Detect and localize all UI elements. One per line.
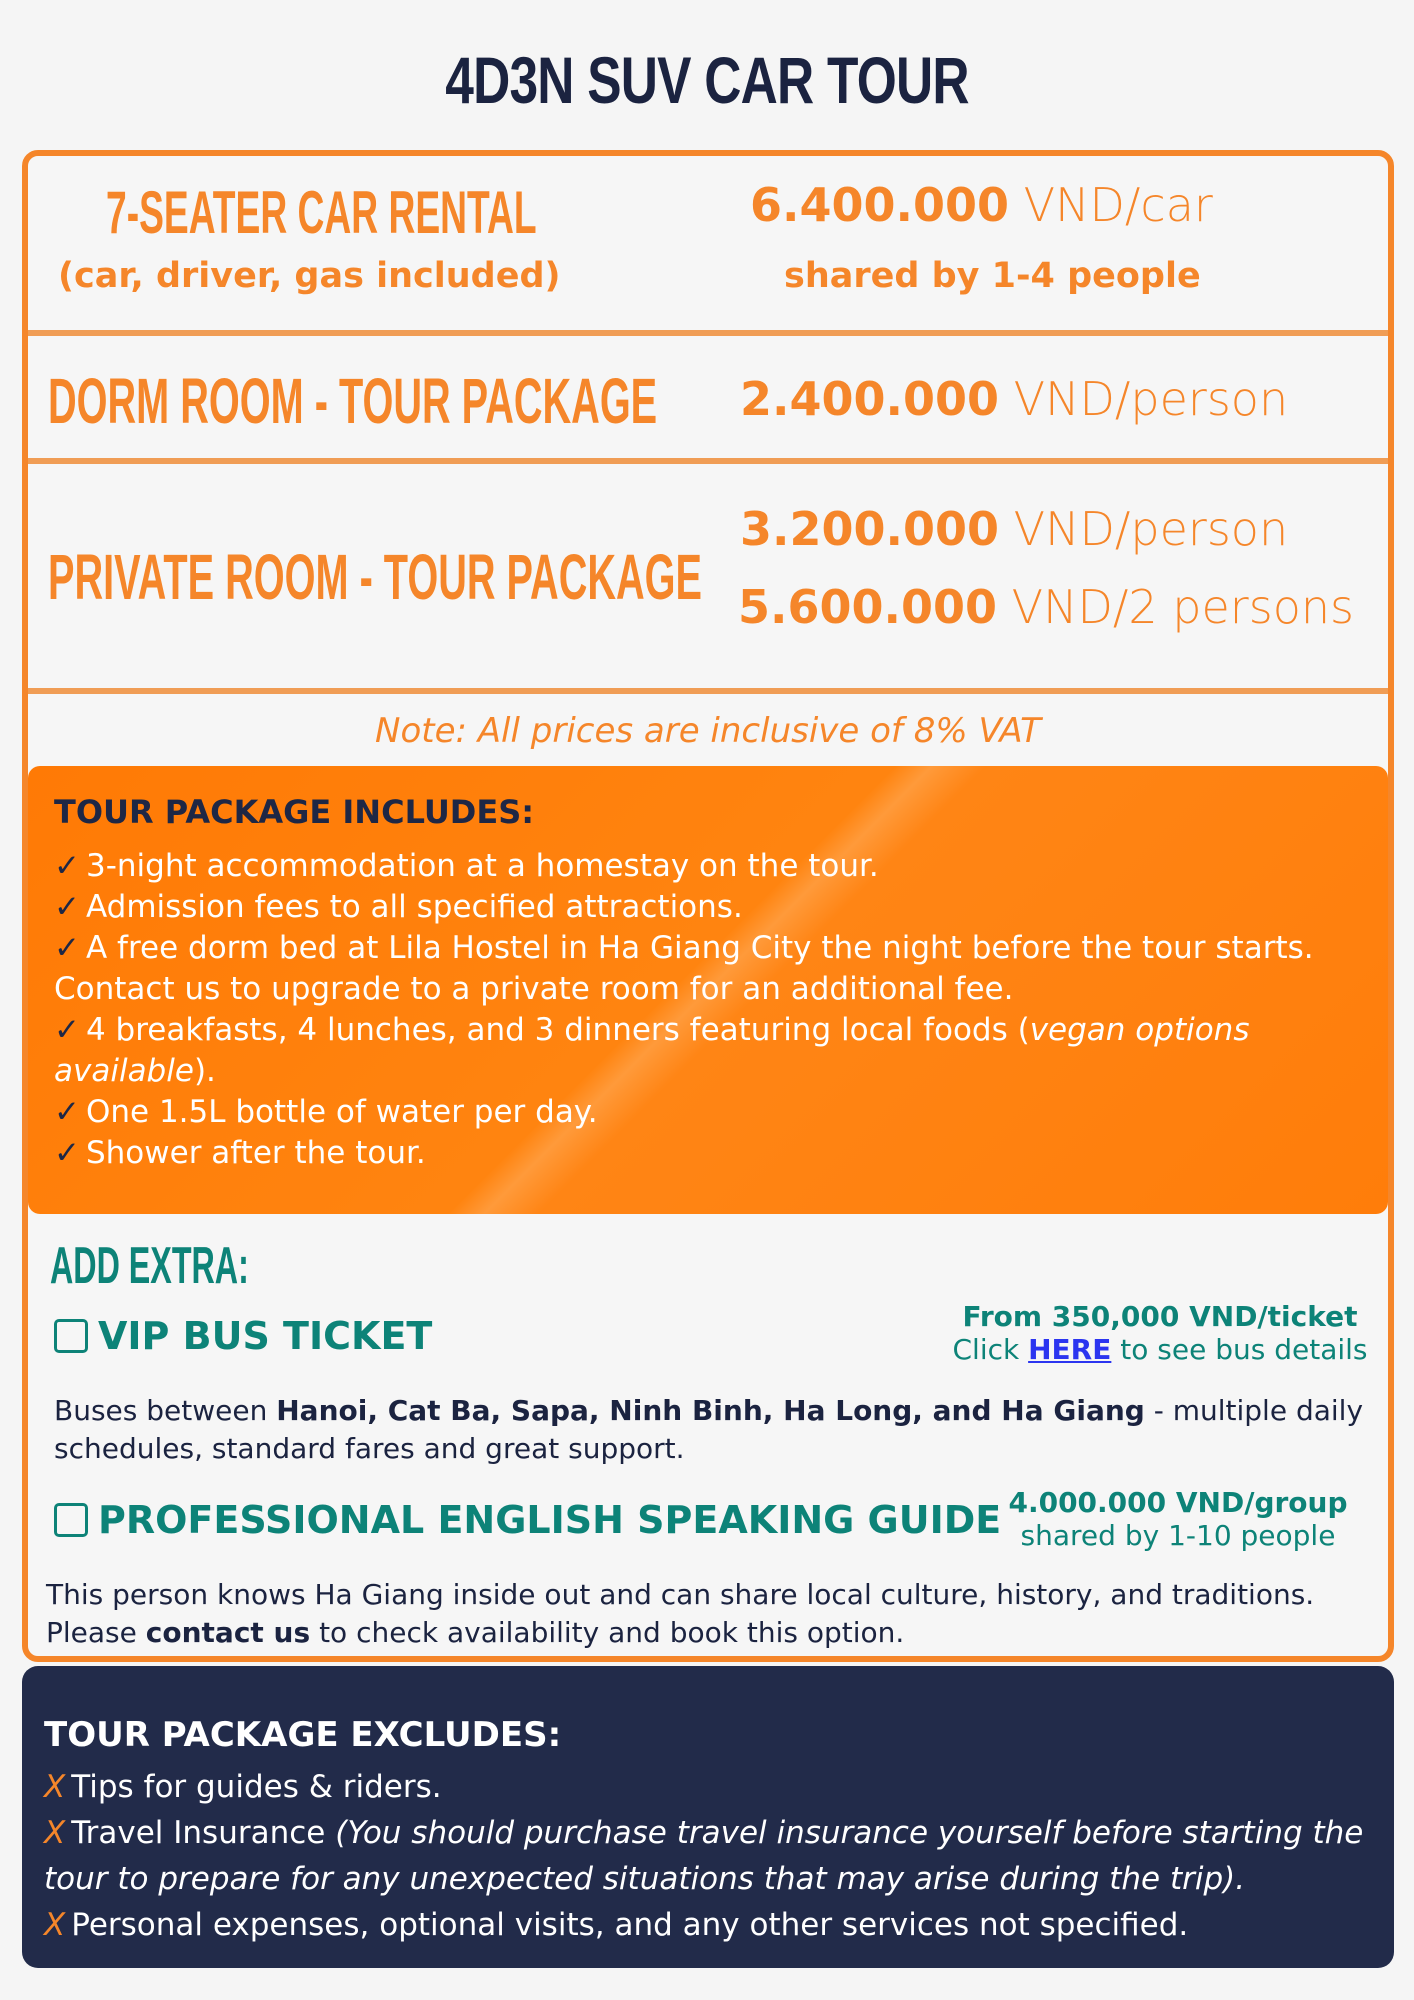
car-rental-price bbox=[750, 178, 1213, 232]
car-rental-amount: 6.400.000 bbox=[750, 178, 1009, 232]
add-extra-section bbox=[28, 1214, 1388, 1662]
private-price-double bbox=[738, 580, 1354, 634]
vat-note: Note: All prices are inclusive of 8% VAT bbox=[375, 711, 1041, 751]
bus-price: From 350,000 VND/ticket bbox=[962, 1300, 1358, 1333]
guide-description: This person knows Ha Giang inside out and can share local culture, history, and traditions. Please contact us to check availability and book this option. bbox=[46, 1578, 1315, 1649]
private-amount-1: 3.200.000 bbox=[740, 502, 999, 556]
guide-price-note: shared by 1-10 people bbox=[1020, 1519, 1336, 1552]
private-amount-2: 5.600.000 bbox=[738, 580, 997, 634]
bus-description: Buses between Hanoi, Cat Ba, Sapa, Ninh Binh, Ha Long, and Ha Giang - multiple daily schedules, standard fares and great support. bbox=[54, 1394, 1364, 1465]
vegan-note: vegan options available bbox=[54, 1012, 1250, 1089]
exclude-item: X Tips for guides & riders. bbox=[44, 1769, 442, 1805]
private-label: PRIVATE ROOM - TOUR PACKAGE bbox=[48, 541, 703, 613]
include-item: ✓ Shower after the tour. bbox=[54, 1135, 426, 1171]
dorm-row bbox=[28, 336, 1388, 464]
includes-panel bbox=[28, 766, 1388, 1214]
dorm-amount: 2.400.000 bbox=[740, 372, 999, 426]
check-icon: ✓ bbox=[54, 1012, 80, 1048]
bus-details-link[interactable]: HERE bbox=[1028, 1333, 1112, 1366]
include-item: ✓ A free dorm bed at Lila Hostel in Ha Giang City the night before the tour starts. Contact us to upgrade to a private room for an additional fee. bbox=[54, 930, 1314, 1007]
guide-price: 4.000.000 VND/group bbox=[1008, 1486, 1348, 1519]
check-icon: ✓ bbox=[54, 889, 80, 925]
page-title: 4D3N SUV CAR TOUR bbox=[445, 43, 969, 117]
check-icon: ✓ bbox=[54, 930, 80, 966]
guide-title: PROFESSIONAL ENGLISH SPEAKING GUIDE bbox=[98, 1498, 1002, 1542]
includes-heading: TOUR PACKAGE INCLUDES: bbox=[54, 793, 535, 831]
include-item: ✓ Admission fees to all specified attractions. bbox=[54, 889, 743, 925]
car-rental-row bbox=[28, 156, 1388, 336]
bus-price-block bbox=[940, 1300, 1380, 1366]
private-price-single bbox=[740, 502, 1288, 556]
x-icon: X bbox=[44, 1769, 66, 1805]
bus-option[interactable] bbox=[54, 1314, 432, 1358]
excludes-panel bbox=[22, 1666, 1394, 1968]
contact-us-text: contact us bbox=[145, 1616, 311, 1649]
check-icon: ✓ bbox=[54, 1094, 80, 1130]
include-item: ✓ One 1.5L bottle of water per day. bbox=[54, 1094, 598, 1130]
exclude-item: X Travel Insurance (You should purchase travel insurance yourself before starting the tour to prepare for any unexpected situations that may arise during the trip). bbox=[44, 1815, 1364, 1897]
car-rental-label: 7-SEATER CAR RENTAL bbox=[106, 179, 537, 246]
dorm-price bbox=[740, 372, 1288, 426]
dorm-unit: VND/person bbox=[1013, 372, 1289, 426]
car-rental-unit: VND/car bbox=[1023, 178, 1213, 232]
guide-option[interactable] bbox=[54, 1498, 1001, 1542]
x-icon: X bbox=[44, 1907, 66, 1943]
private-unit-2: VND/2 persons bbox=[1011, 580, 1354, 634]
bus-title: VIP BUS TICKET bbox=[98, 1314, 433, 1358]
private-unit-1: VND/person bbox=[1013, 502, 1289, 556]
excludes-heading: TOUR PACKAGE EXCLUDES: bbox=[44, 1715, 562, 1755]
car-rental-note: shared by 1-4 people bbox=[784, 256, 1201, 296]
dorm-label: DORM ROOM - TOUR PACKAGE bbox=[48, 365, 658, 437]
x-icon: X bbox=[44, 1815, 66, 1851]
private-row bbox=[28, 464, 1388, 694]
car-rental-sublabel: (car, driver, gas included) bbox=[58, 256, 561, 296]
exclude-item: X Personal expenses, optional visits, and any other services not specified. bbox=[44, 1907, 1189, 1943]
bus-link-line: Click HERE to see bus details bbox=[952, 1333, 1368, 1366]
check-icon: ✓ bbox=[54, 848, 80, 884]
include-item: ✓ 4 breakfasts, 4 lunches, and 3 dinners featuring local foods (vegan options available). bbox=[54, 1012, 1250, 1089]
check-icon: ✓ bbox=[54, 1135, 80, 1171]
pricing-frame bbox=[22, 150, 1394, 1662]
include-item: ✓ 3-night accommodation at a homestay on the tour. bbox=[54, 848, 879, 884]
add-extra-heading: ADD EXTRA: bbox=[50, 1237, 249, 1295]
bus-checkbox[interactable] bbox=[54, 1319, 88, 1353]
guide-checkbox[interactable] bbox=[54, 1503, 88, 1537]
guide-price-block bbox=[988, 1486, 1368, 1552]
